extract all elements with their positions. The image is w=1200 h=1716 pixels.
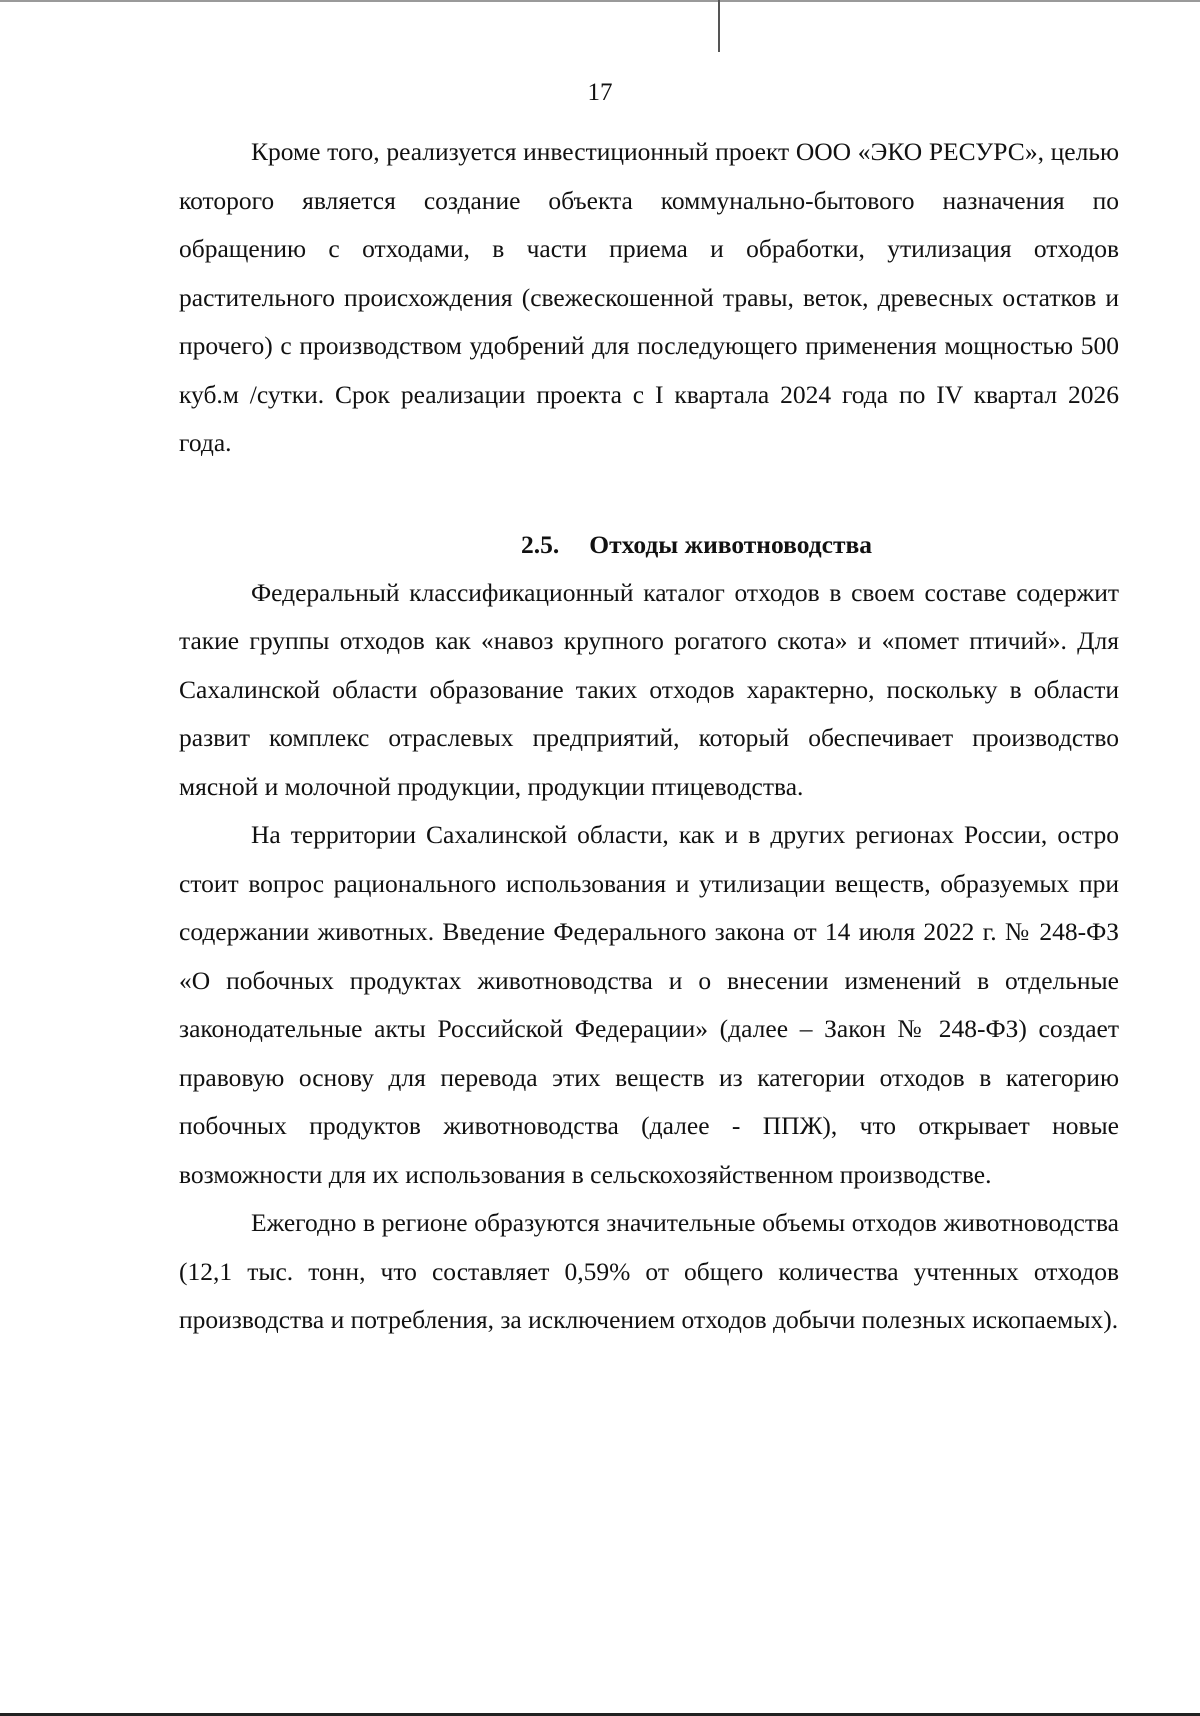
paragraph-annual-volumes: Ежегодно в регионе образуются значительные объемы отходов животноводства (12,1 тыс. тонн, что составляет 0,59% от общего количества учтенных отходов производства и потребления, за исключением отходов добычи полезных ископаемых). — [179, 1208, 1119, 1334]
section-title: Отходы животноводства — [589, 529, 872, 559]
paragraph-federal-law: На территории Сахалинской области, как и в других регионах России, остро стоит вопрос рационального использования и утилизации веществ, образуемых при содержании животных. Введение Федерального закона от 14 июля 2022 г. № 248-ФЗ «О побочных продуктах животноводства и о внесении изменений в отдельные законодательные акты Российской Федерации» (далее – Закон № 248-ФЗ) создает правовую основу для перевода этих веществ из категории отходов в категорию побочных продуктов животноводства (далее - ППЖ), что открывает новые возможности для их использования в сельскохозяйственном производстве. — [179, 820, 1119, 1189]
paragraph-classification-catalog: Федеральный классификационный каталог отходов в своем составе содержит такие группы отходов как «навоз крупного рогатого скота» и «помет птичий». Для Сахалинской области образование таких отходов характерно, поскольку в области развит комплекс отраслевых предприятий, который обеспечивает производство мясной и молочной продукции, продукции птицеводства. — [179, 577, 1119, 801]
scan-artifact-mark — [718, 0, 720, 52]
paragraph-investment-project: Кроме того, реализуется инвестиционный проект ООО «ЭКО РЕСУРС», целью которого является создание объекта коммунально-бытового назначения по обращению с отходами, в части приема и обработки, утилизация отходов растительного происхождения (свежескошенной травы, веток, древесных остатков и прочего) с производством удобрений для последующего применения мощностью 500 куб.м /сутки. Срок реализации проекта с I квартала 2024 года по IV квартал 2026 года. — [179, 137, 1119, 457]
section-heading — [179, 521, 1119, 569]
scan-top-edge — [0, 0, 1200, 2]
section-number: 2.5. — [521, 529, 560, 559]
document-body — [179, 128, 1119, 1345]
page-number: 17 — [587, 79, 613, 106]
